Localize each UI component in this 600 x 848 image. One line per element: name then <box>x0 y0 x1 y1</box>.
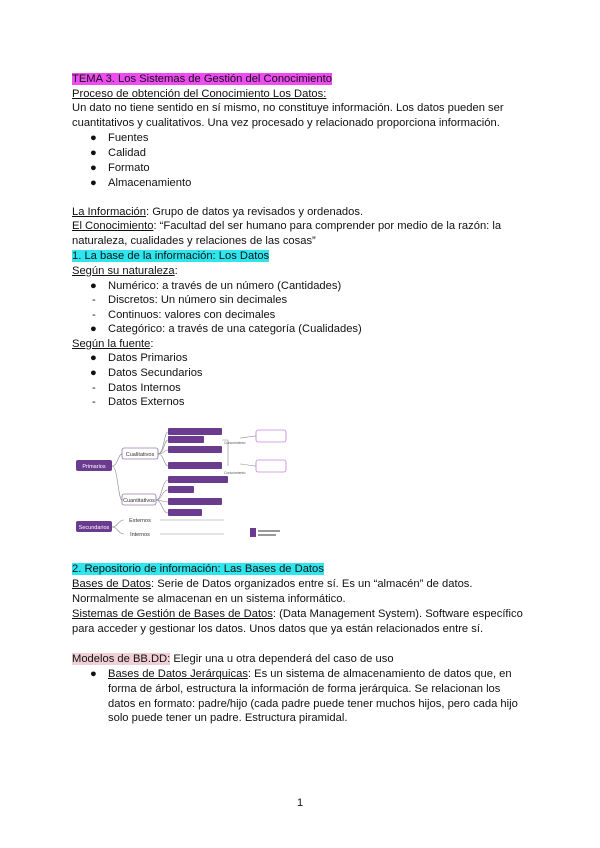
leaf-node <box>168 476 228 483</box>
section2-heading <box>72 562 324 576</box>
sgbd-def-2: para acceder y gestionar los datos. Unos datos que ya están relacionados entre sí. <box>72 623 484 635</box>
list-item: Numérico: a través de un número (Cantidades) <box>108 280 342 292</box>
node-primarios-label: Primarios <box>82 464 106 470</box>
outcome-node <box>256 460 286 472</box>
jer-line-4: solo puede tener un padre. Estructura piramidal. <box>108 712 348 724</box>
section2-heading-text: 2. Repositorio de información: Las Bases de Datos <box>72 563 324 575</box>
list-item: Calidad <box>108 147 146 159</box>
list-item: Fuentes <box>108 132 149 144</box>
bullet-icon: ● <box>90 162 97 174</box>
bullet-icon: ● <box>90 668 97 680</box>
list-item: Formato <box>108 162 150 174</box>
list-item: Datos Externos <box>108 396 185 408</box>
leaf-node <box>168 486 194 493</box>
bullet-icon: ● <box>90 280 97 292</box>
list-item: Datos Secundarios <box>108 367 203 379</box>
side-label: Conocimiento <box>224 471 246 475</box>
leaf-node <box>168 498 222 505</box>
node-cuantitativos-label: Cuantitativos <box>123 498 155 504</box>
bullet-icon: ● <box>90 147 97 159</box>
dash-icon: - <box>92 396 96 408</box>
leaf-node <box>168 509 202 516</box>
bullet-icon: ● <box>90 367 97 379</box>
side-label: Conocimiento <box>224 441 246 445</box>
bd-def-1: : Serie de Datos organizados entre sí. Es un “almacén” de datos. <box>150 578 473 590</box>
dash-icon: - <box>92 294 96 306</box>
fuente-colon: : <box>150 338 154 350</box>
bd-definition <box>72 577 473 591</box>
list-item: Continuos: valores con decimales <box>108 309 276 321</box>
conoc-def-2: naturaleza, cualidades y relaciones de las cosas” <box>72 235 316 247</box>
naturaleza-label-text: Según su naturaleza <box>72 265 175 277</box>
leaf-node <box>168 462 222 469</box>
modelos-def: Elegir una u otra dependerá del caso de uso <box>170 653 394 665</box>
info-term: La Información <box>72 206 147 218</box>
list-item: Datos Primarios <box>108 352 188 364</box>
proceso-heading: Proceso de obtención del Conocimiento Los Datos: <box>72 88 327 100</box>
title-text: TEMA 3. Los Sistemas de Gestión del Conocimiento <box>72 73 332 85</box>
title <box>72 72 332 86</box>
conoc-term: El Conocimiento <box>72 220 154 232</box>
section1-heading-text: 1. La base de la información: Los Datos <box>72 250 270 262</box>
datos-text-2: cuantitativos y cualitativos. Una vez procesado y relacionado proporciona información. <box>72 117 500 129</box>
section1-heading <box>72 249 269 263</box>
datos-text-1: Un dato no tiene sentido en sí mismo, no constituye información. Los datos pueden ser <box>72 102 504 114</box>
node-externos-label: Externos <box>129 518 151 524</box>
list-item: Categórico: a través de una categoría (Cualidades) <box>108 323 362 335</box>
info-definition <box>72 205 363 219</box>
bullet-icon: ● <box>90 132 97 144</box>
list-item: Almacenamiento <box>108 177 192 189</box>
bd-term: Bases de Datos <box>72 578 151 590</box>
dash-icon: - <box>92 382 96 394</box>
university-logo-icon <box>250 528 280 537</box>
fuente-label-text: Según la fuente <box>72 338 151 350</box>
modelos-line <box>72 652 394 666</box>
bullet-icon: ● <box>90 352 97 364</box>
naturaleza-label <box>72 264 178 278</box>
jer-line-3: datos en formato: padre/hijo (cada padre puede tener muchos hijos, pero cada hijo <box>108 698 518 710</box>
list-item: Discretos: Un número sin decimales <box>108 294 288 306</box>
conoc-def-1: : “Facultad del ser humano para comprender por medio de la razón: la <box>153 220 502 232</box>
sgbd-def-1: : (Data Management System). Software específico <box>272 608 523 620</box>
page-number: 1 <box>296 797 304 809</box>
sgbd-term: Sistemas de Gestión de Bases de Datos <box>72 608 273 620</box>
bullet-icon: ● <box>90 177 97 189</box>
modelos-term: Modelos de BB.DD: <box>72 653 171 665</box>
bullet-icon: ● <box>90 323 97 335</box>
datos-mindmap-diagram <box>74 420 304 548</box>
jer-line-2: forma de árbol, estructura la información de forma jerárquica. Se relacionan los <box>108 683 501 695</box>
leaf-node <box>168 428 222 435</box>
node-secundarios-label: Secundarios <box>78 525 110 531</box>
leaf-node <box>168 436 204 443</box>
list-item: Datos Internos <box>108 382 181 394</box>
conoc-definition <box>72 219 501 233</box>
bd-def-2: Normalmente se almacenan en un sistema informático. <box>72 593 346 605</box>
jer-line-1 <box>108 667 512 681</box>
jer-term: Bases de Datos Jerárquicas <box>108 668 248 680</box>
outcome-node <box>256 430 286 442</box>
info-def: : Grupo de datos ya revisados y ordenados. <box>146 206 364 218</box>
naturaleza-colon: : <box>174 265 178 277</box>
sgbd-definition <box>72 607 523 621</box>
jer-def-1: : Es un sistema de almacenamiento de datos que, en <box>247 668 512 680</box>
node-internos-label: Internos <box>130 532 150 538</box>
leaf-node <box>168 446 222 453</box>
dash-icon: - <box>92 309 96 321</box>
fuente-label <box>72 337 154 351</box>
node-cualitativos-label: Cualitativos <box>125 452 155 458</box>
